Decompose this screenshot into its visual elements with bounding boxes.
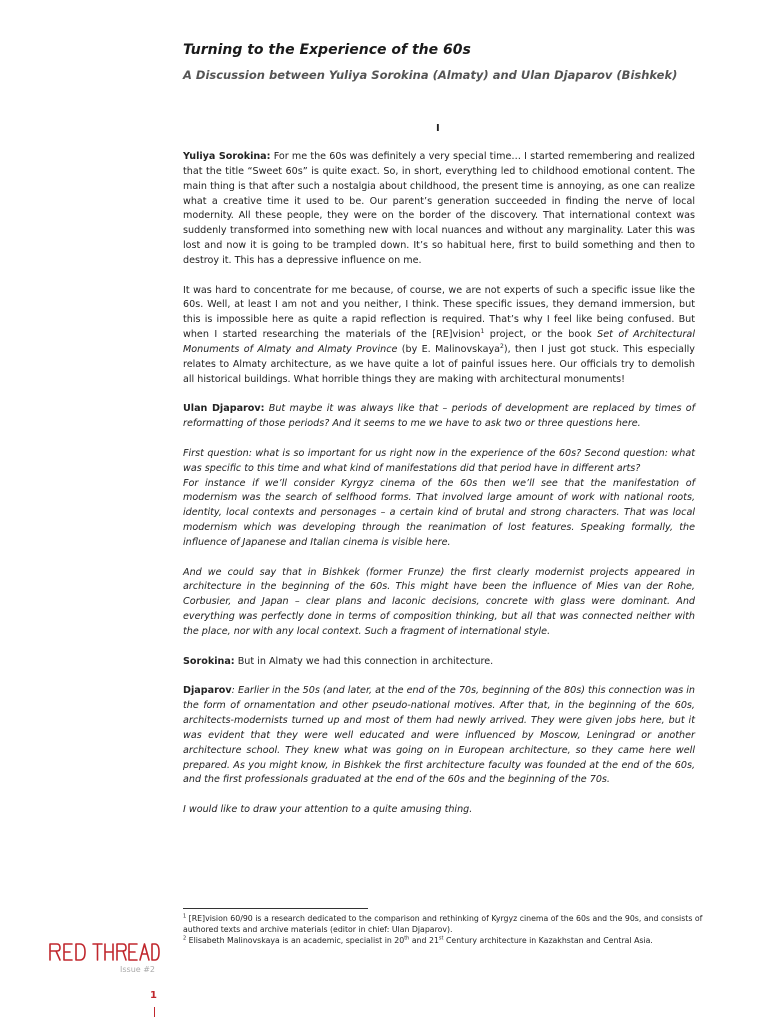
article-subtitle: A Discussion between Yuliya Sorokina (Almaty) and Ulan Djaparov (Bishkek) <box>183 68 678 82</box>
footnote-superscript: st <box>438 935 444 942</box>
paragraph-text: But maybe it was always like that – periods of development are replaced by times of reformatting of those periods? And it seems to me we have to ask two or three questions here. <box>183 403 696 430</box>
paragraph-djaparov-5 <box>183 684 695 788</box>
issue-label: Issue #2 <box>120 965 156 974</box>
paragraph-text: (by E. Malinovskaya <box>397 343 500 355</box>
paragraph-text: But in Almaty we had this connection in architecture. <box>234 655 494 667</box>
paragraph-djaparov-3: For instance if we’ll consider Kyrgyz cinema of the 60s then we’ll see that the manifestation of modernism was the search of selfhood forms. That involved large amount of work with national roots, identity, local contexts and personages – a certain kind of brutal and strong characters. That was local modernism which was developing through the reanimation of lost features. Speaking formally, the influence of Japanese and Italian cinema is visible here. <box>183 477 695 548</box>
footnote-text: [RE]vision 60/90 is a research dedicated to the comparison and rethinking of Kyrgyz cinema of the 60s and the 90s, and consists of authored texts and archive materials (editor in chief: Ulan Djaparov). <box>183 914 703 934</box>
paragraph-djaparov-2: First question: what is so important for us right now in the experience of the 60s? Second question: what was specific to this time and what kind of manifestations did that period have in different arts? <box>183 447 695 474</box>
footnote-ref-1[interactable]: 1 <box>480 327 485 335</box>
speaker-label: Ulan Djaparov: <box>183 403 265 415</box>
footnote-1 <box>183 913 703 935</box>
footnote-2 <box>183 935 703 946</box>
speaker-label: Djaparov <box>183 685 232 697</box>
red-thread-logo <box>48 940 160 962</box>
footnote-divider <box>183 908 368 909</box>
paragraph-text: project, or the book <box>484 329 598 341</box>
footnote-number: 2 <box>183 935 187 942</box>
footnote-text: Elisabeth Malinovskaya is an academic, specialist in 20 <box>186 936 405 945</box>
paragraph-text: It was hard to concentrate for me because, of course, we are not experts of such a specific issue like the 60s. Well, at least I am not and you neither, I think. These specific issues, they demand immersion, but this is impossible here as quite a rapid reflection is required. That’s why I feel like being confused. But when I started researching the materials of the [RE]vision <box>183 284 695 341</box>
paragraph-djaparov-6: I would like to draw your attention to a quite amusing thing. <box>183 804 473 816</box>
paragraph-djaparov-4: And we could say that in Bishkek (former Frunze) the first clearly modernist projects appeared in architecture in the beginning of the 60s. This might have been the influence of Mies van der Rohe, Corbusier, and Japan – clear plans and laconic decisions, concrete with glass were dominant. And everything was perfectly done in terms of composition thinking, but all that was connected neither with the place, nor with any local context. Such a fragment of international style. <box>183 566 695 637</box>
paragraph-djaparov-1 <box>183 402 695 432</box>
paragraph-sorokina-2 <box>183 284 695 388</box>
page-number-bar <box>154 1007 155 1017</box>
book-title: Set of Architectural Monuments of Almaty and Almaty Province <box>183 329 695 355</box>
article-title: Turning to the Experience of the 60s <box>183 42 471 58</box>
paragraph-text: ), then I just got stuck. This especially relates to Almaty architecture, as we have quite a lot of painful issues here. Our officials try to demolish all historical buildings. What horrible things they are making with architectural monuments! <box>183 343 695 385</box>
speaker-label: Yuliya Sorokina: <box>183 151 271 162</box>
paragraph-text: For me the 60s was definitely a very special time… I started remembering and realized that the title “Sweet 60s” is quite exact. So, in short, everything led to childhood emotional content. The main thing is that after such a nostalgia about childhood, the present time is annoying, as one can realize what a creative time it used to be. Our parent’s generation succeeded in finding the nerve of local modernity. All these people, they were on the border of the discovery. That international context was suddenly transformed into something new with local nuances and without any marginality. Later this was lost and now it is going to be trampled down. It’s so habitual here, first to build something and then to destroy it. This has a depressive influence on me. <box>183 151 695 266</box>
footnote-text: and 21 <box>409 936 439 945</box>
footnote-number: 1 <box>183 913 187 920</box>
page-number: 1 <box>150 990 157 1001</box>
footnote-superscript: th <box>404 935 410 942</box>
paragraph-text: : Earlier in the 50s (and later, at the end of the 70s, beginning of the 80s) this connection was in the form of ornamentation and other pseudo-national motives. After that, in the beginning of the 60s, architects-modernists turned up and most of them had newly arrived. They were given jobs here, but it was evident that they were well educated and were influenced by Moscow, Leningrad or another architecture school. They knew what was going on in European architecture, so they came here well prepared. As you might know, in Bishkek the first architecture faculty was founded at the end of the 60s, and the first professionals graduated at the end of the 60s and the beginning of the 70s. <box>183 685 695 786</box>
section-number: I <box>436 123 440 134</box>
paragraph-sorokina-1 <box>183 150 695 269</box>
speaker-label: Sorokina: <box>183 655 235 667</box>
paragraph-sorokina-3 <box>183 655 695 670</box>
footnotes <box>183 913 703 946</box>
footnote-text: Century architecture in Kazakhstan and Central Asia. <box>443 936 653 945</box>
footnote-ref-2[interactable]: 2 <box>500 342 504 350</box>
article-body <box>183 150 695 833</box>
